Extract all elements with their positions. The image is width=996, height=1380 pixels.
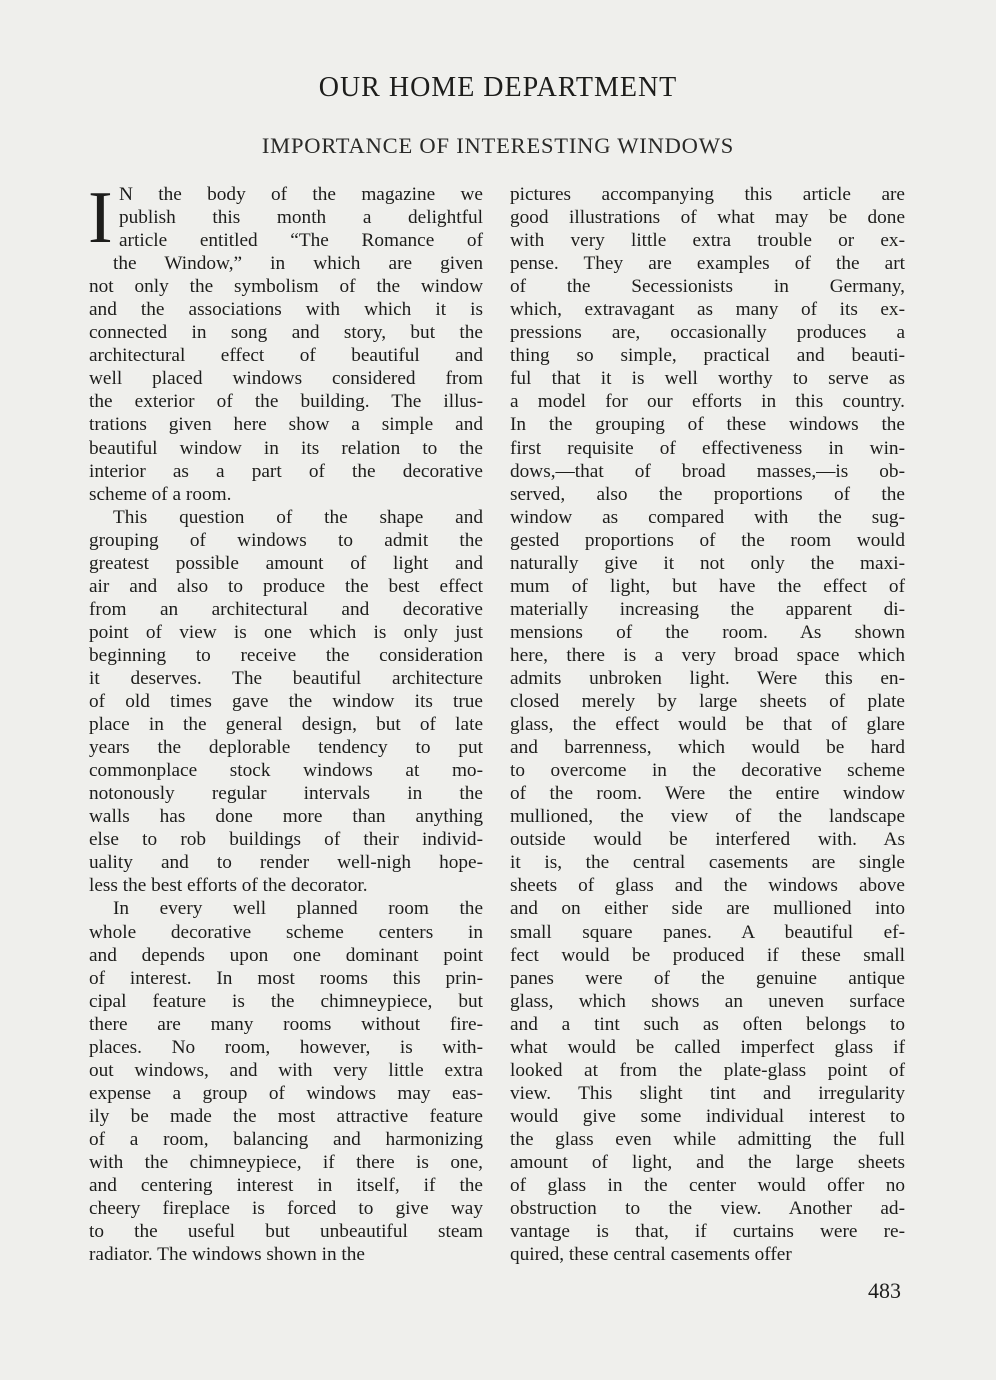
text-line: trations given here show a simple and <box>89 414 483 436</box>
text-line: the Window,” in which are given <box>113 253 483 275</box>
text-line: and depends upon one dominant point <box>89 944 483 966</box>
text-line: cheery fireplace is forced to give way <box>89 1198 483 1220</box>
text-line: cipal feature is the chimneypiece, but <box>89 990 483 1012</box>
text-line: whole decorative scheme centers in <box>89 921 483 943</box>
text-line: and on either side are mullioned into <box>510 898 905 920</box>
text-line: which, extravagant as many of its ex- <box>510 299 905 321</box>
text-line: vantage is that, if curtains were re- <box>510 1221 905 1243</box>
text-line: out windows, and with very little extra <box>89 1059 483 1081</box>
text-line: pense. They are examples of the art <box>510 253 905 275</box>
text-line: of the room. Were the entire window <box>510 783 905 805</box>
text-line: commonplace stock windows at mo- <box>89 760 483 782</box>
text-line: with the chimneypiece, if there is one, <box>89 1151 483 1173</box>
text-line: here, there is a very broad space which <box>510 644 905 666</box>
text-line: grouping of windows to admit the <box>89 529 483 551</box>
text-line: good illustrations of what may be done <box>510 207 905 229</box>
text-line: of glass in the center would offer no <box>510 1175 905 1197</box>
text-line: well placed windows considered from <box>89 368 483 390</box>
text-line: the exterior of the building. The illus- <box>89 391 483 413</box>
text-line: window as compared with the sug- <box>510 506 905 528</box>
text-line: a model for our efforts in this country. <box>510 391 905 413</box>
drop-cap: I <box>88 177 113 259</box>
article-title: IMPORTANCE OF INTERESTING WINDOWS <box>261 133 735 158</box>
text-line: of a room, balancing and harmonizing <box>89 1128 483 1150</box>
text-line: fect would be produced if these small <box>510 944 905 966</box>
text-line: amount of light, and the large sheets <box>510 1151 905 1173</box>
text-line: outside would be interfered with. As <box>510 829 905 851</box>
text-line: view. This slight tint and irregularity <box>510 1082 905 1104</box>
text-line: beautiful window in its relation to the <box>89 437 483 459</box>
text-line: from an architectural and decorative <box>89 598 483 620</box>
text-line: naturally give it not only the maxi- <box>510 552 905 574</box>
text-line: connected in song and story, but the <box>89 322 483 344</box>
text-line: pressions are, occasionally produces a <box>510 322 905 344</box>
text-line: served, also the proportions of the <box>510 483 905 505</box>
text-line: not only the symbolism of the window <box>89 276 483 298</box>
text-line: dows,—that of broad masses,—is ob- <box>510 460 905 482</box>
text-line: sheets of glass and the windows above <box>510 875 905 897</box>
text-line: first requisite of effectiveness in win- <box>510 437 905 459</box>
text-line: pictures accompanying this article are <box>510 184 905 205</box>
text-line: of the Secessionists in Germany, <box>510 276 905 298</box>
text-line: obstruction to the view. Another ad- <box>510 1198 905 1220</box>
text-line: ful that it is well worthy to serve as <box>510 368 905 390</box>
text-line: admits unbroken light. Were this en- <box>510 667 905 689</box>
text-line: else to rob buildings of their individ- <box>89 829 483 851</box>
text-line: gested proportions of the room would <box>510 529 905 551</box>
page-number: 483 <box>868 1278 901 1303</box>
text-line: uality and to render well-nigh hope- <box>89 852 483 874</box>
text-line: expense a group of windows may eas- <box>89 1082 483 1104</box>
text-line: point of view is one which is only just <box>89 621 483 643</box>
text-line: of interest. In most rooms this prin- <box>89 967 483 989</box>
text-line: walls has done more than anything <box>89 806 483 828</box>
text-line: materially increasing the apparent di- <box>510 598 905 620</box>
text-line: ily be made the most attractive feature <box>89 1105 483 1127</box>
text-line: and barrenness, which would be hard <box>510 737 905 759</box>
text-line: quired, these central casements offer <box>510 1244 792 1266</box>
text-line: less the best efforts of the decorator. <box>89 875 368 897</box>
text-line: would give some individual interest to <box>510 1105 905 1127</box>
text-line: there are many rooms without fire- <box>89 1013 483 1035</box>
text-line: thing so simple, practical and beauti- <box>510 345 905 367</box>
text-line: architectural effect of beautiful and <box>89 345 483 367</box>
text-line: mullioned, the view of the landscape <box>510 806 905 828</box>
text-line: glass, which shows an uneven surface <box>510 990 905 1012</box>
text-line: with very little extra trouble or ex- <box>510 230 905 252</box>
text-line: to the useful but unbeautiful steam <box>89 1221 483 1243</box>
text-line: and centering interest in itself, if the <box>89 1175 483 1197</box>
text-line: and the associations with which it is <box>89 299 483 321</box>
text-line: place in the general design, but of late <box>89 714 483 736</box>
text-line: In every well planned room the <box>113 898 483 920</box>
text-line: it deserves. The beautiful architecture <box>89 667 483 689</box>
text-line: radiator. The windows shown in the <box>89 1244 365 1266</box>
text-line: of old times gave the window its true <box>89 691 483 713</box>
text-line: it is, the central casements are single <box>510 852 905 874</box>
text-line: mum of light, but have the effect of <box>510 575 905 597</box>
text-line: years the deplorable tendency to put <box>89 737 483 759</box>
left-column <box>88 177 483 1266</box>
text-line: glass, the effect would be that of glare <box>510 714 905 736</box>
text-line: what would be called imperfect glass if <box>510 1036 905 1058</box>
text-line: panes were of the genuine antique <box>510 967 905 989</box>
text-line: the glass even while admitting the full <box>510 1128 905 1150</box>
text-line: beginning to receive the consideration <box>89 644 483 666</box>
text-line: small square panes. A beautiful ef- <box>510 921 905 943</box>
text-line: interior as a part of the decorative <box>89 460 483 482</box>
text-line: air and also to produce the best effect <box>89 575 483 597</box>
text-line: In the grouping of these windows the <box>510 414 905 436</box>
text-line: notonously regular intervals in the <box>89 783 483 805</box>
text-line: places. No room, however, is with- <box>89 1036 483 1058</box>
text-line: to overcome in the decorative scheme <box>510 760 905 782</box>
text-line: and a tint such as often belongs to <box>510 1013 905 1035</box>
text-line: greatest possible amount of light and <box>89 552 483 574</box>
text-line: closed merely by large sheets of plate <box>510 691 905 713</box>
text-line: publish this month a delightful <box>119 207 483 229</box>
text-line: N the body of the magazine we <box>119 184 483 205</box>
text-line: scheme of a room. <box>89 483 232 505</box>
text-line: This question of the shape and <box>113 506 483 528</box>
right-column <box>510 183 905 1266</box>
text-line: article entitled “The Romance of <box>119 230 483 252</box>
text-line: mensions of the room. As shown <box>510 621 905 643</box>
page-title: OUR HOME DEPARTMENT <box>318 72 678 103</box>
text-line: looked at from the plate-glass point of <box>510 1059 905 1081</box>
